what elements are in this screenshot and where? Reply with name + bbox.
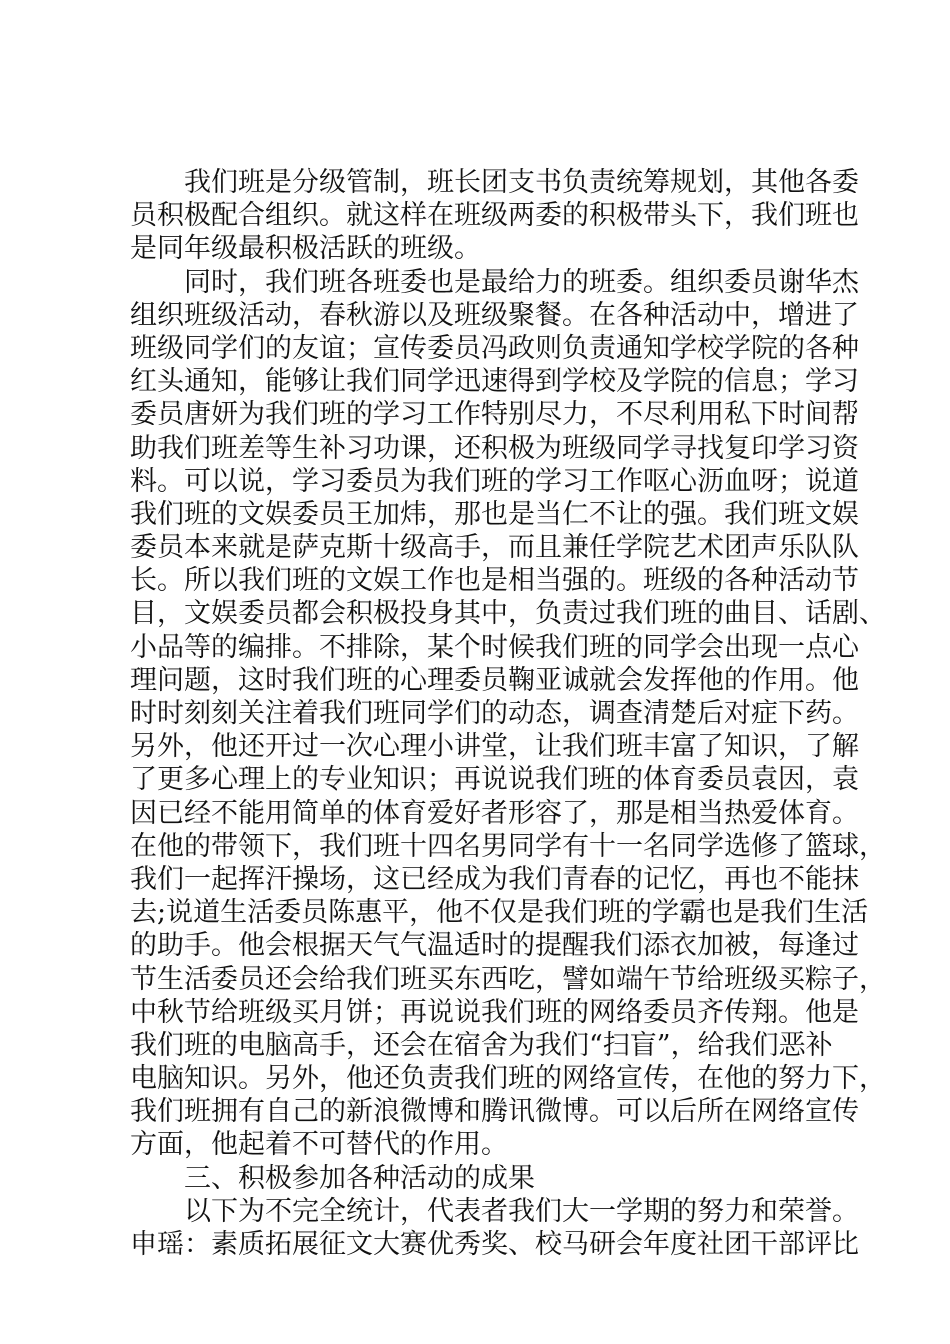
- text-line: 节生活委员还会给我们班买东西吃，譬如端午节给班级买粽子，: [130, 963, 886, 995]
- text-line: 我们班的电脑高手，还会在宿舍为我们“扫盲”，给我们恶补: [130, 1029, 833, 1061]
- text-line: 电脑知识。另外，他还负责我们班的网络宣传，在他的努力下，: [130, 1063, 886, 1095]
- text-line: 组织班级活动，春秋游以及班级聚餐。在各种活动中，增进了: [130, 299, 859, 331]
- text-line: 红头通知，能够让我们同学迅速得到学校及学院的信息；学习: [130, 366, 859, 398]
- text-line: 中秋节给班级买月饼；再说说我们班的网络委员齐传翔。他是: [130, 996, 859, 1028]
- text-line: 我们一起挥汗操场，这已经成为我们青春的记忆，再也不能抹: [130, 863, 859, 895]
- text-line: 另外，他还开过一次心理小讲堂，让我们班丰富了知识，了解: [130, 731, 859, 763]
- text-line: 我们班的文娱委员王加炜，那也是当仁不让的强。我们班文娱: [130, 498, 859, 530]
- text-line: 小品等的编排。不排除，某个时候我们班的同学会出现一点心: [130, 631, 859, 663]
- text-line: 去;说道生活委员陈惠平，他不仅是我们班的学霸也是我们生活: [130, 897, 869, 929]
- text-line: 申瑶：素质拓展征文大赛优秀奖、校马研会年度社团干部评比: [130, 1229, 859, 1260]
- text-line: 方面，他起着不可替代的作用。: [130, 1129, 508, 1161]
- text-line: 我们班是分级管制，班长团支书负责统筹规划，其他各委: [184, 167, 859, 198]
- text-line: 员积极配合组织。就这样在班级两委的积极带头下，我们班也: [130, 200, 859, 232]
- text-line: 了更多心理上的专业知识；再说说我们班的体育委员袁因，袁: [130, 764, 859, 796]
- text-line: 时时刻刻关注着我们班同学们的动态，调查清楚后对症下药。: [130, 698, 859, 729]
- text-line: 在他的带领下，我们班十四名男同学有十一名同学选修了篮球，: [130, 830, 886, 862]
- text-line: 委员本来就是萨克斯十级高手，而且兼任学院艺术团声乐队队: [130, 532, 859, 564]
- text-line: 同时，我们班各班委也是最给力的班委。组织委员谢华杰: [184, 266, 859, 298]
- text-line: 因已经不能用简单的体育爱好者形容了，那是相当热爱体育。: [130, 797, 859, 829]
- text-line: 助我们班差等生补习功课，还积极为班级同学寻找复印学习资: [130, 432, 859, 464]
- text-line: 是同年级最积极活跃的班级。: [130, 233, 481, 265]
- text-line: 我们班拥有自己的新浪微博和腾讯微博。可以后所在网络宣传: [130, 1096, 859, 1128]
- text-line: 理问题，这时我们班的心理委员鞠亚诚就会发挥他的作用。他: [130, 664, 859, 696]
- text-line: 目，文娱委员都会积极投身其中，负责过我们班的曲目、话剧、: [130, 598, 886, 630]
- text-line: 委员唐妍为我们班的学习工作特别尽力，不尽利用私下时间帮: [130, 399, 859, 431]
- text-line: 料。可以说，学习委员为我们班的学习工作呕心沥血呀；说道: [130, 465, 859, 497]
- text-line: 以下为不完全统计，代表者我们大一学期的努力和荣誉。: [184, 1195, 859, 1227]
- text-line: 长。所以我们班的文娱工作也是相当强的。班级的各种活动节: [130, 565, 859, 597]
- text-line: 班级同学们的友谊；宣传委员冯政则负责通知学校学院的各种: [130, 332, 859, 364]
- document-body: [130, 166, 886, 1261]
- text-line: 三、积极参加各种活动的成果: [184, 1162, 535, 1194]
- text-line: 的助手。他会根据天气气温适时的提醒我们添衣加被，每逢过: [130, 930, 859, 962]
